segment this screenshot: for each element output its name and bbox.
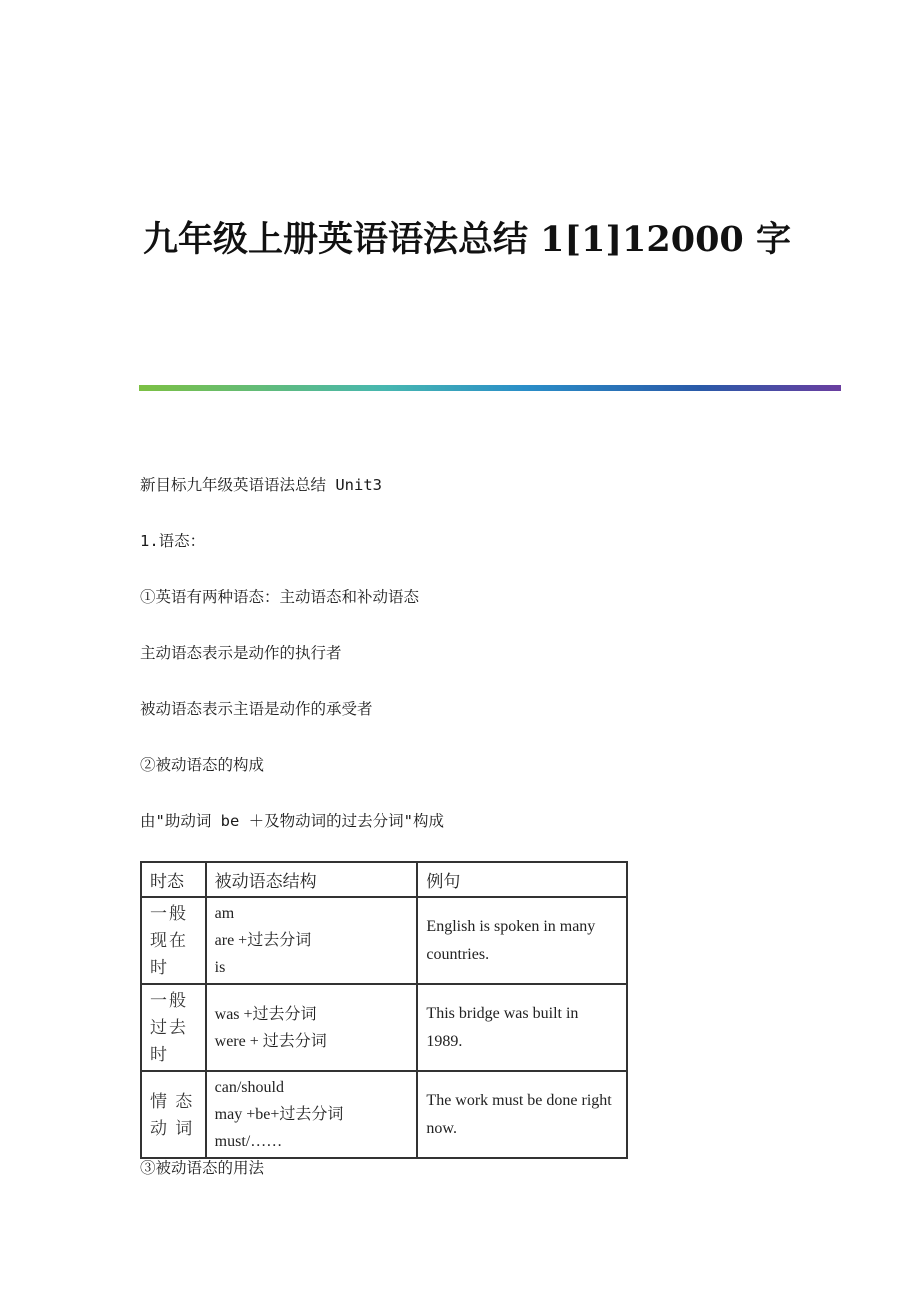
table-row (141, 897, 627, 984)
table-row (141, 1071, 627, 1158)
point-1-text: ①英语有两种语态：主动语态和补动语态 (140, 588, 420, 606)
point-2-heading: ②被动语态的构成 (140, 756, 265, 774)
structure-line: was +过去分词 (214, 1005, 317, 1023)
structure-line: can/should (214, 1079, 284, 1096)
example-cell: This bridge was built in 1989. (417, 984, 627, 1071)
example-cell: The work must be done right now. (417, 1071, 627, 1158)
header-structure: 被动语态结构 (206, 862, 418, 897)
structure-cell (206, 984, 418, 1071)
document-title: 九年级上册英语语法总结 1[1]12000 字 (143, 219, 791, 260)
tense-cell: 一般现在时 (141, 897, 206, 984)
point-3-heading: ③被动语态的用法 (140, 1159, 265, 1177)
table-row (141, 984, 627, 1071)
intro-heading: 新目标九年级英语语法总结 Unit3 (140, 476, 382, 494)
tense-cell: 一般过去时 (141, 984, 206, 1071)
header-example: 例句 (417, 862, 627, 897)
structure-line: am (214, 905, 235, 922)
passive-voice-definition: 被动语态表示主语是动作的承受者 (140, 700, 373, 718)
structure-line: were + 过去分词 (214, 1032, 327, 1050)
structure-line: must/…… (214, 1133, 283, 1150)
structure-cell (206, 1071, 418, 1158)
passive-formation-text: 由"助动词 be ＋及物动词的过去分词"构成 (140, 812, 444, 830)
structure-line: are +过去分词 (214, 932, 312, 949)
passive-voice-table (140, 861, 628, 1159)
header-tense: 时态 (141, 862, 206, 897)
structure-cell (206, 897, 418, 984)
section-heading-voice: 1.语态： (140, 532, 206, 550)
structure-line: may +be+过去分词 (214, 1106, 344, 1123)
active-voice-definition: 主动语态表示是动作的执行者 (140, 644, 342, 662)
tense-cell: 情 态 动 词 (141, 1071, 206, 1158)
structure-line: is (214, 959, 226, 976)
example-cell: English is spoken in many countries. (417, 897, 627, 984)
title-divider (139, 385, 841, 391)
table-header-row (141, 862, 627, 897)
